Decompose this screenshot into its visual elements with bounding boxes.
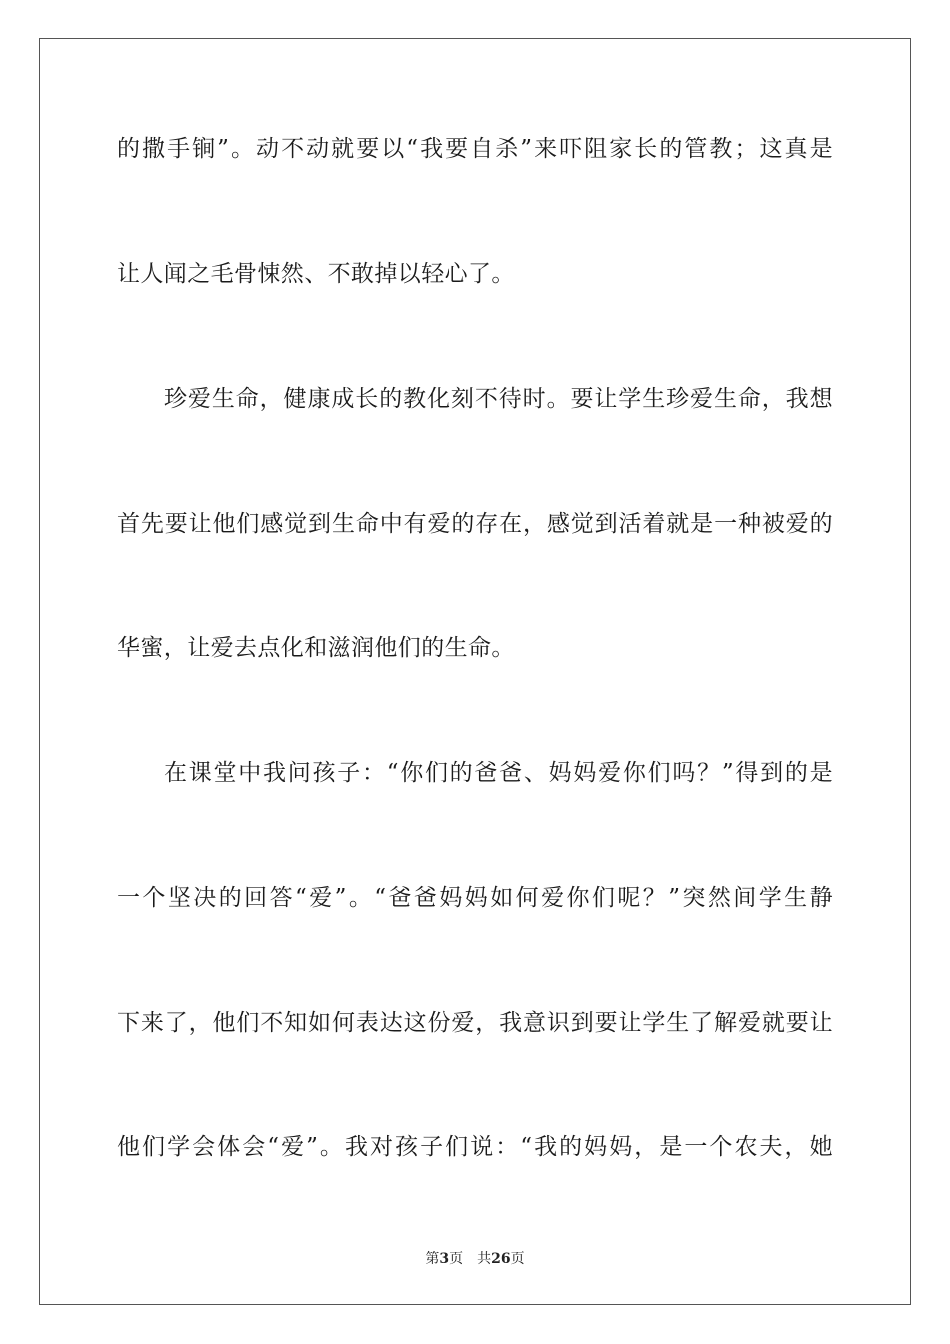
page-footer [0,1248,950,1268]
text-line-2: 让人闻之毛骨悚然、不敢掉以轻心了。 [117,261,515,287]
total-prefix: 共 [477,1251,492,1267]
total-pages: 26 [491,1251,511,1267]
text-line-8: 下来了，他们不知如何表达这份爱，我意识到要让学生了解爱就要让 [117,1010,833,1036]
page-prefix: 第 [425,1251,440,1267]
page-border [39,38,911,1305]
text-line-7: 一个坚决的回答“爱”。“爸爸妈妈如何爱你们呢？”突然间学生静 [117,885,833,911]
total-suffix: 页 [510,1251,525,1267]
page-number: 3 [439,1251,450,1267]
text-line-3: 珍爱生命，健康成长的教化刻不待时。要让学生珍爱生命，我想 [164,386,833,412]
text-line-4: 首先要让他们感觉到生命中有爱的存在，感觉到活着就是一种被爱的 [117,511,833,537]
text-line-5: 华蜜，让爱去点化和滋润他们的生命。 [117,635,515,661]
page-suffix: 页 [449,1251,464,1267]
text-line-1: 的撒手锏”。动不动就要以“我要自杀”来吓阻家长的管教；这真是 [117,136,833,162]
text-line-9: 他们学会体会“爱”。我对孩子们说：“我的妈妈，是一个农夫，她 [117,1134,833,1160]
text-line-6: 在课堂中我问孩子：“你们的爸爸、妈妈爱你们吗？”得到的是 [164,760,833,786]
